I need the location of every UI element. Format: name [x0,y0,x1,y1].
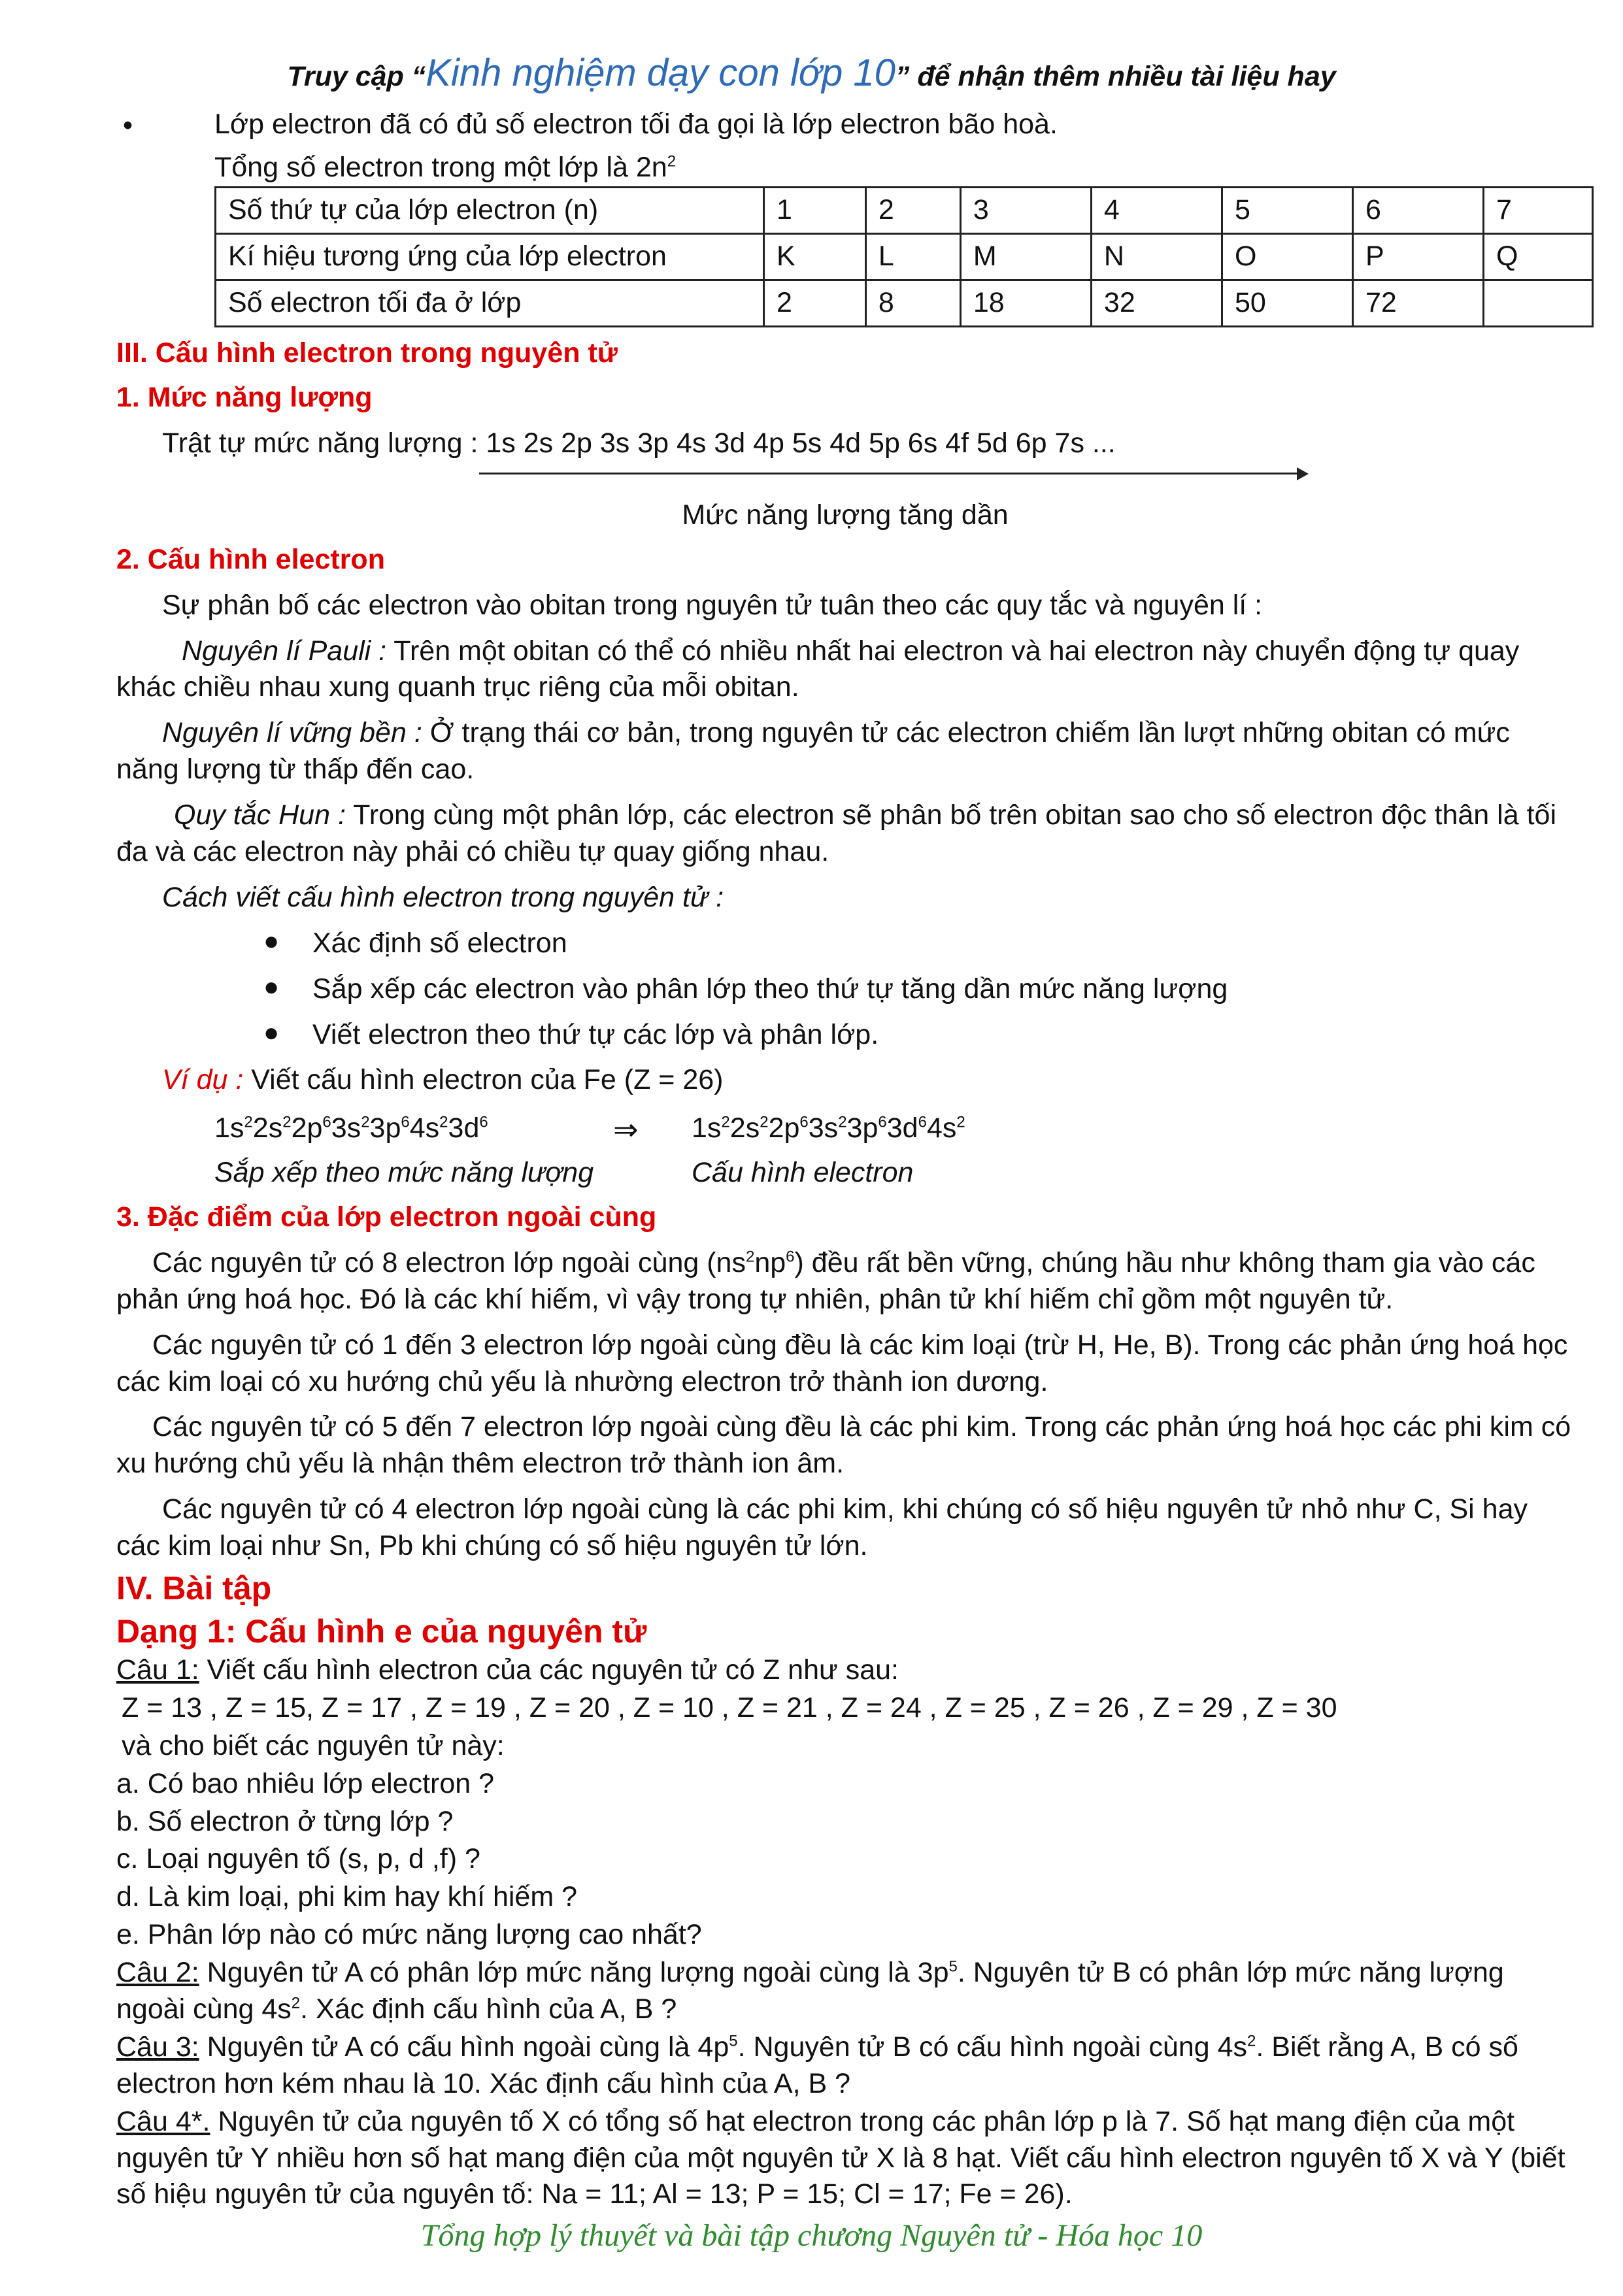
outer-shell-p3: Các nguyên tử có 5 đến 7 electron lớp ngoài cùng đều là các phi kim. Trong các phản ứng hoá học các phi kim có xu hướng chủ yếu là nhận thêm electron trở thành ion âm. [116,1411,1571,1480]
table-cell: N [1091,234,1222,280]
bullet-icon: ● [263,972,280,1001]
table-cell: 5 [1222,188,1352,234]
table-cell: 6 [1353,188,1484,234]
list-item: a. Có bao nhiêu lớp electron ? [116,1767,495,1799]
question-3: Câu 3: Nguyên tử A có cấu hình ngoài cùng là $4p^5$. Nguyên tử B có cấu hình ngoài cùng $4s^2$. Biết rằng A, B có số electron hơn kém nhau là 10. Xác định cấu hình của A, B ? [116,2031,1518,2099]
table-cell: L [865,234,960,280]
question-1-prompt: và cho biết các nguyên tử này: [122,1729,505,1761]
list-item: d. Là kim loại, phi kim hay khí hiếm ? [116,1881,578,1913]
arrow-caption: Mức năng lượng tăng dần [682,499,1009,531]
bullet-icon: ● [263,1018,280,1047]
pauli-principle: Nguyên lí Pauli : Trên một obitan có thể có nhiều nhất hai electron và hai electron này chuyển động tự quay khác chiều nhau xung quanh trục riêng của mỗi obitan. [116,635,1520,703]
table-cell [1484,280,1593,327]
subsection-1-title: 1. Mức năng lượng [116,382,373,414]
list-item: c. Loại nguyên tố (s, p, d ,f) ? [116,1843,480,1875]
bullet-icon: ● [263,926,280,956]
table-row [216,280,1593,327]
hund-rule: Quy tắc Hun : Trong cùng một phân lớp, các electron sẽ phân bố trên obitan sao cho số electron độc thân là tối đa và các electron này phải có chiều tự quay giống nhau. [116,799,1556,867]
table-cell: Số thứ tự của lớp electron (n) [216,188,764,234]
energy-order-line: Trật tự mức năng lượng : 1s 2s 2p 3s 3p 4s 3d 4p 5s 4d 5p 6s 4f 5d 6p 7s ... [162,427,1116,459]
table-cell: 4 [1091,188,1222,234]
table-cell: M [960,234,1091,280]
table-cell: Số electron tối đa ở lớp [216,280,764,327]
question-2: Câu 2: Nguyên tử A có phân lớp mức năng lượng ngoài cùng là $3p^5$. Nguyên tử B có phân lớp mức năng lượng ngoài cùng $4s^2$. Xác định cấu hình của A, B ? [116,1957,1504,2025]
table-row [216,234,1593,280]
page-footer: Tổng hợp lý thuyết và bài tập chương Nguyên tử - Hóa học 10 [420,2218,1203,2253]
section-4-title: IV. Bài tập [116,1570,272,1607]
list-item: b. Số electron ở từng lớp ? [116,1805,454,1837]
table-row [216,188,1593,234]
intro-line-2: Tổng số electron trong một lớp là $2n^2$ [214,152,677,184]
table-cell: 8 [865,280,960,327]
electron-shell-table [214,186,1594,327]
table-cell: O [1222,234,1352,280]
table-cell: Kí hiệu tương ứng của lớp electron [216,234,764,280]
table-cell: 32 [1091,280,1222,327]
table-cell: 18 [960,280,1091,327]
example-line: Ví dụ : Viết cấu hình electron của Fe (Z = 26) [162,1064,724,1096]
outer-shell-p2: Các nguyên tử có 1 đến 3 electron lớp ngoài cùng đều là các kim loại (trừ H, He, B). Trong các phản ứng hoá học các kim loại có xu hướng chủ yếu là nhường electron trở thành ion dương. [116,1329,1568,1397]
implies-icon: ⇒ [613,1112,639,1147]
fe-energy-order: $1s^22s^22p^63s^23p^64s^23d^6$ [214,1112,488,1144]
question-4: Câu 4*. Nguyên tử của nguyên tố X có tổng số hạt electron trong các phân lớp p là 7. Số hạt mang điện của một nguyên tử Y nhiều hơn số hạt mang điện của một nguyên tử X là 8 hạt. Viết cấu hình electron nguyên tố X và Y (biết số hiệu nguyên tử của nguyên tố: Na = 11; Al = 13; P = 15; Cl = 17; Fe = 26). [116,2105,1565,2210]
table-cell: Q [1484,234,1593,280]
table-cell: 72 [1353,280,1484,327]
arrow-right-icon [1297,467,1309,480]
question-1-z-values: Z = 13 , Z = 15, Z = 17 , Z = 19 , Z = 20 , Z = 10 , Z = 21 , Z = 24 , Z = 25 , Z = 26 , Z = 29 , Z = 30 [122,1691,1337,1723]
table-cell: 1 [764,188,866,234]
subsection-3-title: 3. Đặc điểm của lớp electron ngoài cùng [116,1201,657,1233]
table-cell: 3 [960,188,1091,234]
document-page [116,48,1574,2213]
energy-arrow [116,462,1574,488]
fe-config-captions: Sắp xếp theo mức năng lượng Cấu hình electron [214,1157,914,1189]
table-cell: 7 [1484,188,1593,234]
howto-steps [116,925,1574,1054]
section-3-title: III. Cấu hình electron trong nguyên tử [116,337,618,369]
list-item: ● Xác định số electron [116,925,1574,962]
aufbau-principle: Nguyên lí vững bền : Ở trạng thái cơ bản, trong nguyên tử các electron chiếm lần lượt những obitan có mức năng lượng từ thấp đến cao. [116,717,1510,786]
header-banner: Truy cập “Kinh nghiệm dạy con lớp 10” để nhận thêm nhiều tài liệu hay [287,52,1336,94]
bullet-icon: • [123,110,133,142]
arrow-line [479,473,1304,474]
list-item: ● Viết electron theo thứ tự các lớp và phân lớp. [116,1017,1574,1054]
fe-configuration: $1s^22s^22p^63s^23p^63d^64s^2$ [692,1112,965,1144]
outer-shell-p4: Các nguyên tử có 4 electron lớp ngoài cùng là các phi kim, khi chúng có số hiệu nguyên tử nhỏ như C, Si hay các kim loại như Sn, Pb khi chúng có số hiệu nguyên tử lớn. [116,1493,1528,1562]
outer-shell-p1: Các nguyên tử có 8 electron lớp ngoài cùng $(ns^2np^6)$ đều rất bền vững, chúng hầu như không tham gia vào các phản ứng hoá học. Đó là các khí hiếm, vì vậy trong tự nhiên, phân tử khí hiếm chỉ gồm một nguyên tử. [116,1246,1535,1315]
table-cell: 2 [865,188,960,234]
header-link[interactable]: Kinh nghiệm dạy con lớp 10 [426,52,895,94]
list-item: ● Sắp xếp các electron vào phân lớp theo thứ tự tăng dần mức năng lượng [116,971,1574,1008]
rules-intro: Sự phân bố các electron vào obitan trong nguyên tử tuân theo các quy tắc và nguyên lí : [162,589,1263,621]
table-cell: 50 [1222,280,1352,327]
table-cell: P [1353,234,1484,280]
howto-title: Cách viết cấu hình electron trong nguyên tử : [162,881,724,913]
list-item: e. Phân lớp nào có mức năng lượng cao nhất? [116,1919,702,1951]
table-cell: K [764,234,866,280]
fe-config-row [116,1110,1574,1150]
subsection-2-title: 2. Cấu hình electron [116,543,385,575]
intro-line-1: • Lớp electron đã có đủ số electron tối đa gọi là lớp electron bão hoà. [116,107,1574,143]
question-1: Câu 1: Viết cấu hình electron của các nguyên tử có Z như sau: [116,1654,899,1686]
table-cell: 2 [764,280,866,327]
exercise-type-1-title: Dạng 1: Cấu hình e của nguyên tử [116,1613,647,1650]
